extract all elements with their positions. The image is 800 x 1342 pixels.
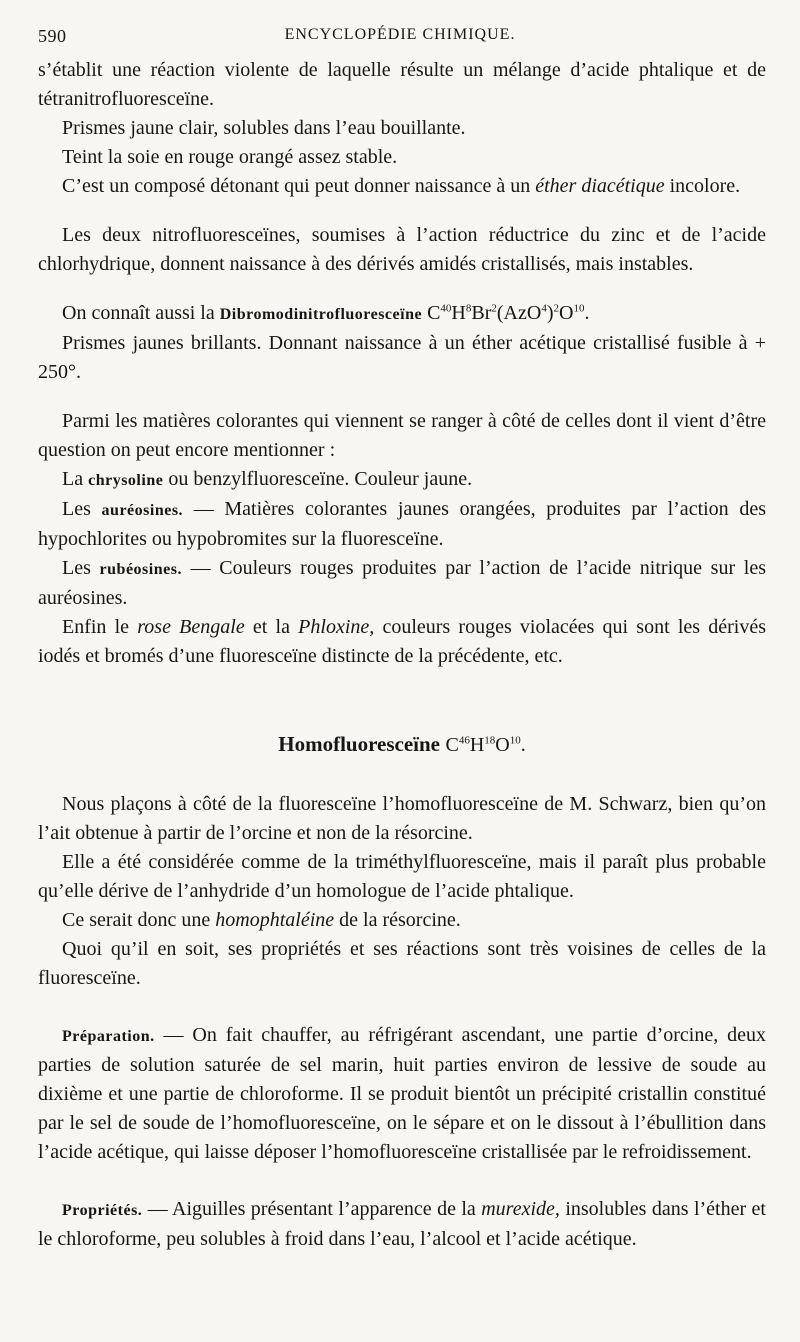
running-header xyxy=(0,22,800,52)
paragraph: Parmi les matières colorantes qui viennent se ranger à côté de celles dont il vient d’être question on peut encore mentionner : xyxy=(38,410,766,461)
dye-name: chrysoline xyxy=(88,472,164,489)
paragraph: Les deux nitrofluoresceïnes, soumises à l’action réductrice du zinc et de l’acide chlorhydrique, donnent naissance à des dérivés amidés cristallisés, mais instables. xyxy=(38,224,766,275)
paragraph: Nous plaçons à côté de la fluoresceïne l’homofluoresceïne de M. Schwarz, bien qu’on l’ait obtenue à partir de l’orcine et non de la résorcine. xyxy=(38,793,766,844)
chemical-formula: $C^{40}H^8Br^2(AzO^4)^2O^{10}$. xyxy=(427,302,590,324)
paragraph: s’établit une réaction violente de laquelle résulte un mélange d’acide phtalique et de tétranitrofluoresceïne. xyxy=(38,59,766,110)
italic-term: éther diacétique xyxy=(535,175,665,197)
paragraph: Ce serait donc une homophtaléine de la résorcine. xyxy=(62,909,461,931)
paragraph: Enfin le rose Bengale et la Phloxine, couleurs rouges violacées qui sont les dérivés iodés et bromés d’une fluoresceïne distincte de la précédente, etc. xyxy=(38,616,766,667)
compound-name: Dibromodinitrofluoresceïne xyxy=(219,306,423,323)
section-title: Homofluoresceïne $C^{46}H^{18}O^{10}$. xyxy=(278,732,526,756)
section-label: Propriétés. xyxy=(62,1202,143,1219)
paragraph: Prismes jaunes brillants. Donnant naissance à un éther acétique cristallisé fusible à + 250°. xyxy=(38,332,766,383)
paragraph: Prismes jaune clair, solubles dans l’eau bouillante. xyxy=(62,117,466,139)
paragraph: Teint la soie en rouge orangé assez stable. xyxy=(62,146,398,168)
dye-name: auréosines. xyxy=(101,502,184,519)
paragraph: Les auréosines. — Matières colorantes jaunes orangées, produites par l’action des hypochlorites ou hypobromites sur la fluoresceïne. xyxy=(38,498,766,550)
section-label: Préparation. xyxy=(62,1028,155,1045)
chemical-formula: $C^{46}H^{18}O^{10}$. xyxy=(445,734,526,756)
page-number: 590 xyxy=(38,26,67,46)
paragraph: Propriétés. — Aiguilles présentant l’apparence de la murexide, insolubles dans l’éther et le chloroforme, peu solubles à froid dans l’eau, l’alcool et l’acide acétique. xyxy=(38,1198,766,1250)
paragraph: Les rubéosines. — Couleurs rouges produites par l’action de l’acide nitrique sur les auréosines. xyxy=(38,557,766,609)
paragraph: La chrysoline ou benzylfluoresceïne. Couleur jaune. xyxy=(62,468,473,490)
paragraph: Quoi qu’il en soit, ses propriétés et ses réactions sont très voisines de celles de la fluoresceïne. xyxy=(38,938,766,989)
paragraph: On connaît aussi la Dibromodinitrofluoresceïne $C^{40}H^8Br^2(AzO^4)^2O^{10}$. xyxy=(62,302,590,324)
paragraph: Elle a été considérée comme de la triméthylfluoresceïne, mais il paraît plus probable qu’elle dérive de l’anhydride d’un homologue de l’acide phtalique. xyxy=(38,851,766,902)
page-body xyxy=(38,56,766,1254)
running-title: ENCYCLOPÉDIE CHIMIQUE. xyxy=(284,26,516,43)
paragraph: Préparation. — On fait chauffer, au réfrigérant ascendant, une partie d’orcine, deux parties de solution saturée de sel marin, huit parties environ de lessive de soude au dixième et une partie de chloroforme. Il se produit bientôt un précipité cristallin constitué par le sel de soude de l’homofluoresceïne, on le sépare et on le dissout à l’ébullition dans l’acide acétique, qui laisse déposer l’homofluoresceïne cristallisée par le refroidissement. xyxy=(38,1024,766,1163)
dye-name: rubéosines. xyxy=(99,561,182,578)
paragraph: C’est un composé détonant qui peut donner naissance à un éther diacétique incolore. xyxy=(62,175,741,197)
